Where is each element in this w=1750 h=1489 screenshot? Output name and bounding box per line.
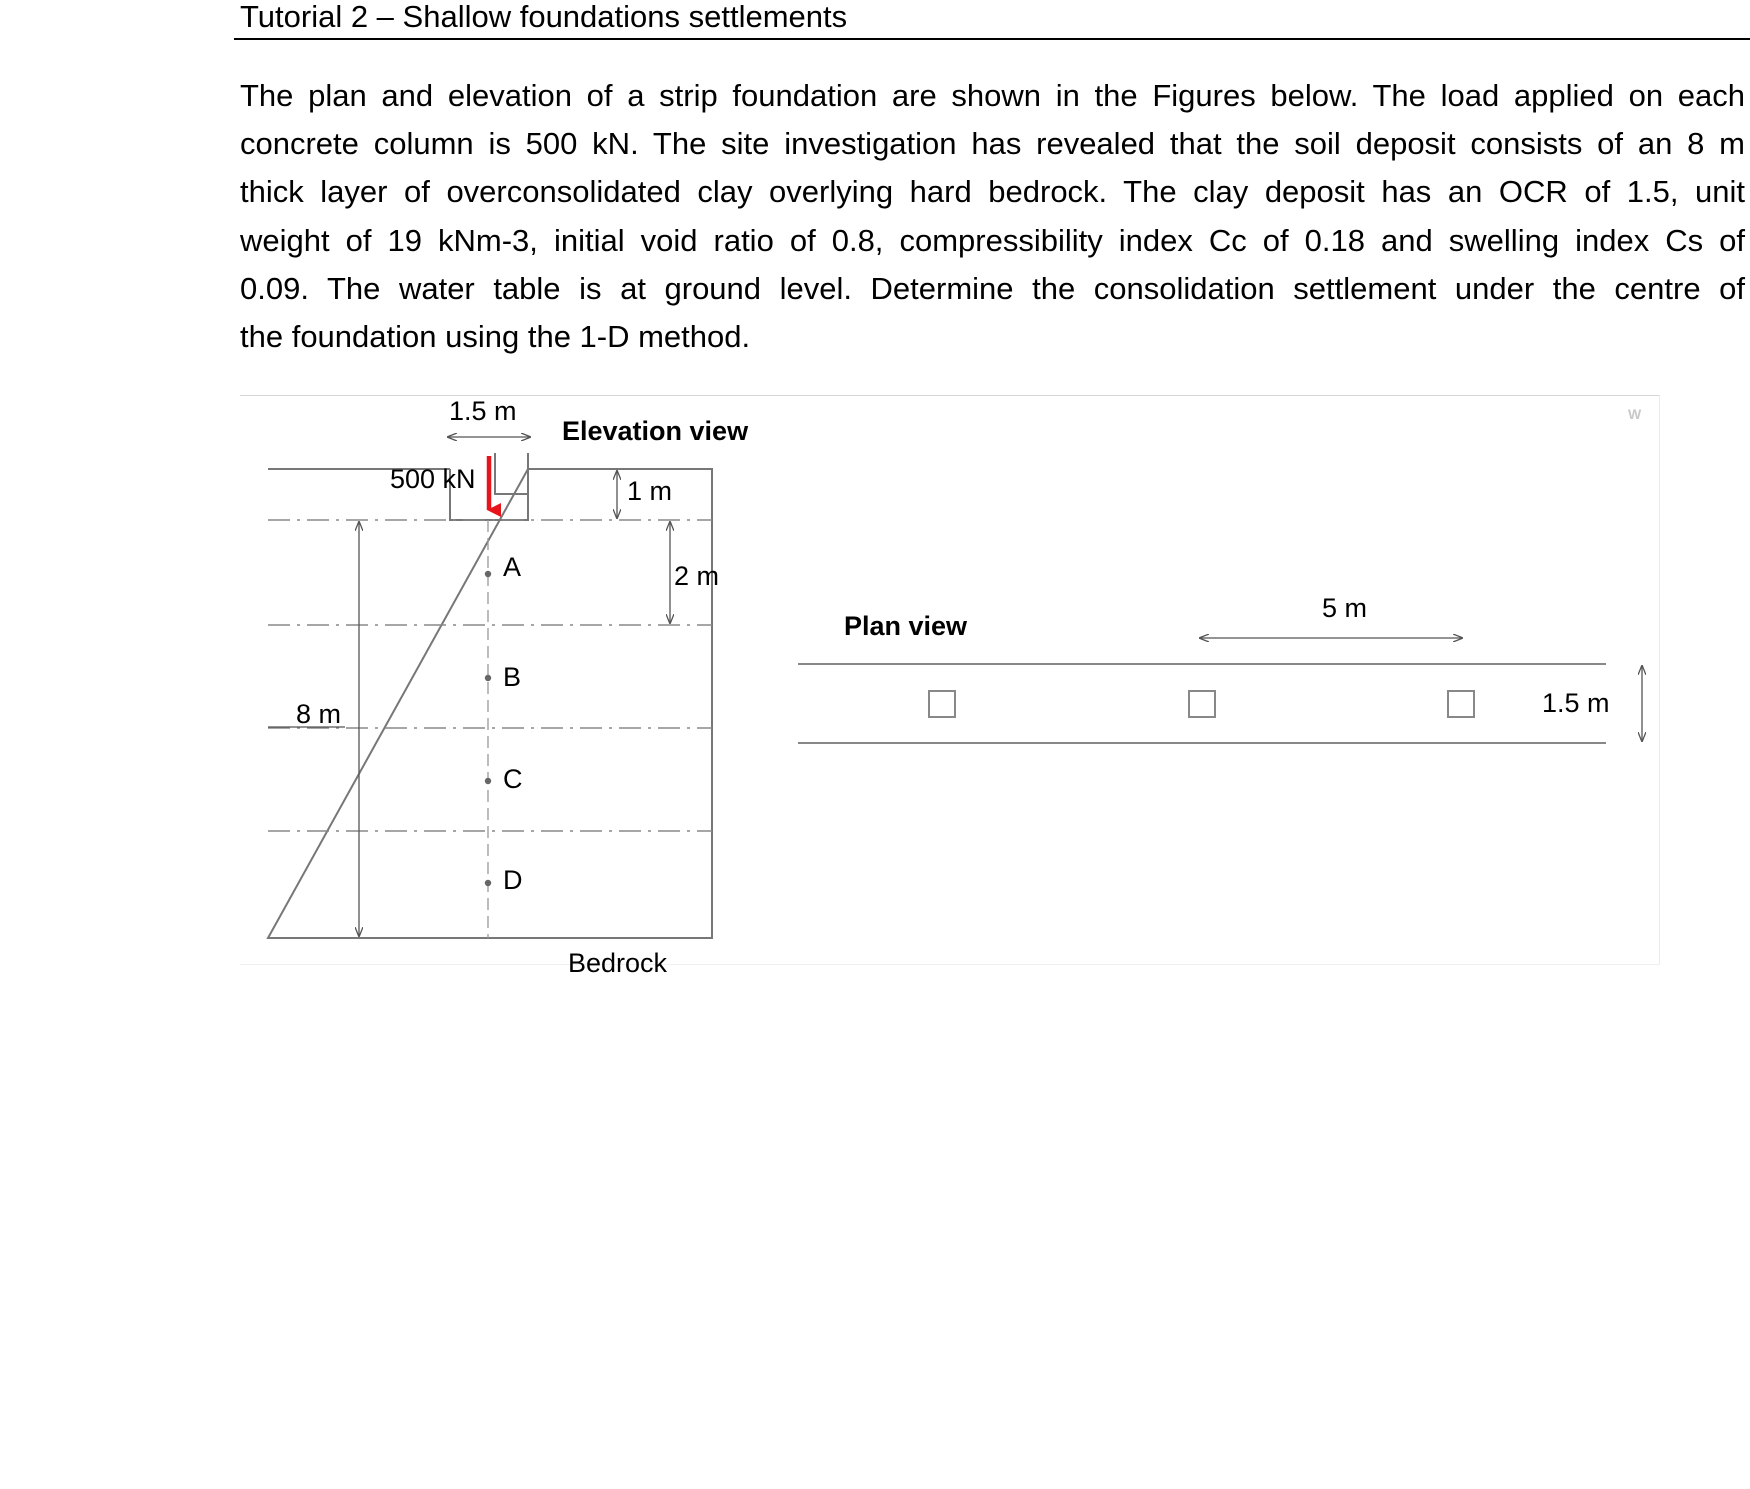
load-label: 500 kN bbox=[390, 464, 476, 494]
elevation-title: Elevation view bbox=[562, 416, 749, 446]
column-square bbox=[1448, 691, 1474, 717]
point-a-marker bbox=[485, 571, 491, 577]
point-d-marker bbox=[485, 880, 491, 886]
point-label-b: B bbox=[503, 662, 522, 692]
problem-line: concrete column is 500 kN. The site investigation has revealed that the soil deposit consists of an 8 m bbox=[240, 126, 1745, 162]
plan-width-label: 1.5 m bbox=[1542, 688, 1610, 718]
bedrock-label: Bedrock bbox=[568, 948, 668, 978]
watermark-mark: W bbox=[1628, 406, 1642, 422]
foundation-figure bbox=[240, 395, 1660, 978]
problem-line: weight of 19 kNm-3, initial void ratio of 0.8, compressibility index Cc of 0.18 and swelling index Cs of bbox=[240, 222, 1745, 258]
plan-diagram bbox=[798, 638, 1642, 743]
problem-statement bbox=[240, 72, 1745, 361]
spacing-label: 5 m bbox=[1322, 593, 1368, 623]
problem-line: The plan and elevation of a strip foundation are shown in the Figures below. The load applied on each bbox=[240, 78, 1745, 113]
elevation-diagram bbox=[268, 437, 712, 938]
page-title: Tutorial 2 – Shallow foundations settlements bbox=[240, 0, 848, 34]
problem-line: thick layer of overconsolidated clay overlying hard bedrock. The clay deposit has an OCR of 1.5, unit bbox=[240, 174, 1745, 210]
point-label-d: D bbox=[503, 865, 523, 895]
column-square bbox=[929, 691, 955, 717]
problem-line: the foundation using the 1-D method. bbox=[240, 319, 751, 355]
point-c-marker bbox=[485, 778, 491, 784]
plan-title: Plan view bbox=[844, 611, 968, 641]
problem-line: 0.09. The water table is at ground level. Determine the consolidation settlement under the centre of bbox=[240, 270, 1745, 306]
point-label-a: A bbox=[503, 552, 522, 582]
page-header bbox=[234, 0, 1750, 40]
column-square bbox=[1189, 691, 1215, 717]
thickness-label: 8 m bbox=[296, 699, 342, 729]
width-label: 1.5 m bbox=[449, 396, 517, 426]
point-label-c: C bbox=[503, 764, 523, 794]
depth-label: 1 m bbox=[627, 476, 673, 506]
sublayer-label: 2 m bbox=[674, 561, 720, 591]
point-b-marker bbox=[485, 675, 491, 681]
column-outline bbox=[495, 453, 528, 494]
